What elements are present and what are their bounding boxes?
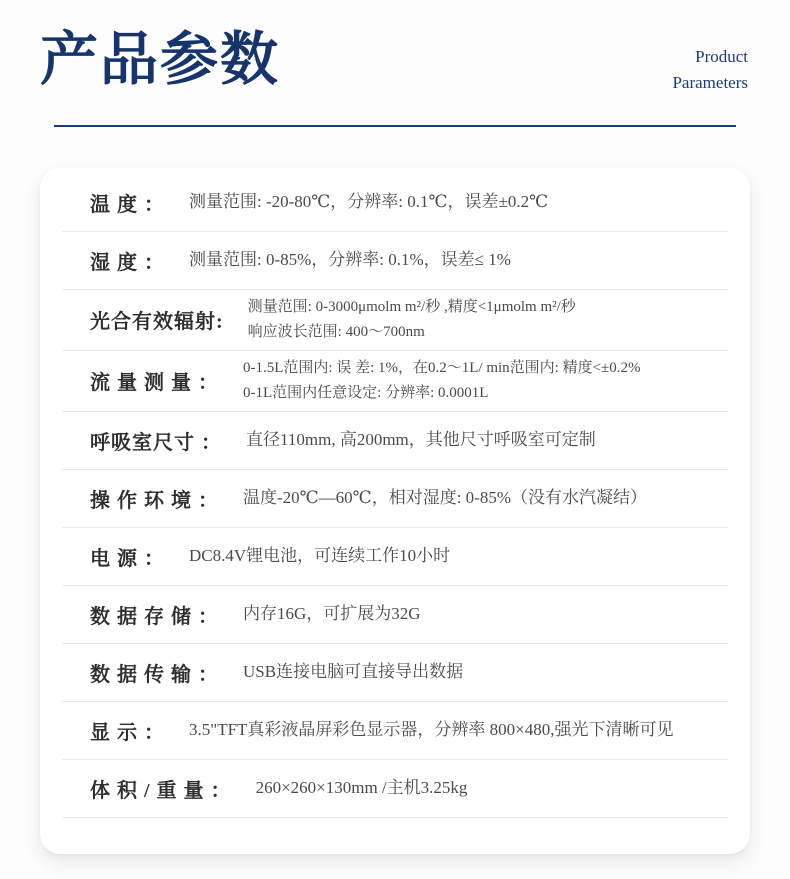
- spec-label: 显 示 ：: [90, 721, 165, 744]
- spec-label: 电 源 ：: [90, 547, 165, 570]
- spec-label: 光合有效辐射:: [90, 311, 224, 334]
- spec-value: DC8.4V锂电池，可连续工作10小时: [189, 546, 451, 566]
- spec-label: 数 据 传 输 ：: [90, 663, 219, 686]
- page-title-english: [672, 30, 748, 97]
- spec-label: 流 量 测 量 ：: [90, 372, 219, 395]
- spec-value: USB连接电脑可直接导出数据: [243, 662, 464, 682]
- spec-label: 湿 度 ：: [90, 251, 165, 274]
- spec-label: 操 作 环 境 ：: [90, 489, 219, 512]
- spec-label: 呼吸室尺寸 ：: [90, 431, 222, 454]
- spec-label: 体 积 / 重 量 ：: [90, 779, 232, 802]
- spec-label: 温 度 ：: [90, 193, 165, 216]
- page-title-english-line2: Parameters: [672, 73, 748, 93]
- header: [0, 0, 790, 97]
- spec-label: 数 据 存 储 ：: [90, 605, 219, 628]
- spec-row-operating-environment: [62, 470, 728, 528]
- spec-value: 260×260×130mm /主机3.25kg: [255, 778, 468, 798]
- spec-value: 3.5"TFT真彩液晶屏彩色显示器，分辨率 800×480,强光下清晰可见: [189, 720, 674, 740]
- spec-row-power: [62, 528, 728, 586]
- spec-row-data-transfer: [62, 644, 728, 702]
- spec-row-data-storage: [62, 586, 728, 644]
- spec-row-flow-measurement: [62, 351, 728, 412]
- spec-value: 直径110mm, 高200mm，其他尺寸呼吸室可定制: [246, 430, 596, 450]
- spec-row-display: [62, 702, 728, 760]
- spec-value: 测量范围: -20-80℃，分辨率: 0.1℃，误差±0.2℃: [189, 192, 549, 212]
- spec-row-chamber-size: [62, 412, 728, 470]
- spec-row-temperature: [62, 174, 728, 232]
- spec-row-par: [62, 290, 728, 351]
- page-title: 产品参数: [40, 27, 281, 92]
- page-title-english-line1: Product: [695, 47, 748, 66]
- spec-value: 温度-20℃—60℃，相对湿度: 0-85%（没有水汽凝结）: [243, 488, 647, 508]
- spec-row-humidity: [62, 232, 728, 290]
- spec-card: [40, 168, 750, 854]
- header-divider: [54, 125, 736, 127]
- spec-value: 测量范围: 0-3000μmolm m²/秒 ,精度<1μmolm m²/秒 响应波长范围: 400～700nm: [247, 298, 576, 340]
- spec-value: 0-1.5L范围内: 误 差: 1%，在0.2～1L/ min范围内: 精度<±0.2% 0-1L范围内任意设定: 分辨率: 0.0001L: [243, 359, 641, 401]
- spec-value: 测量范围: 0-85%，分辨率: 0.1%，误差≤ 1%: [189, 250, 511, 270]
- spec-value: 内存16G，可扩展为32G: [243, 604, 421, 624]
- spec-row-size-weight: [62, 760, 728, 818]
